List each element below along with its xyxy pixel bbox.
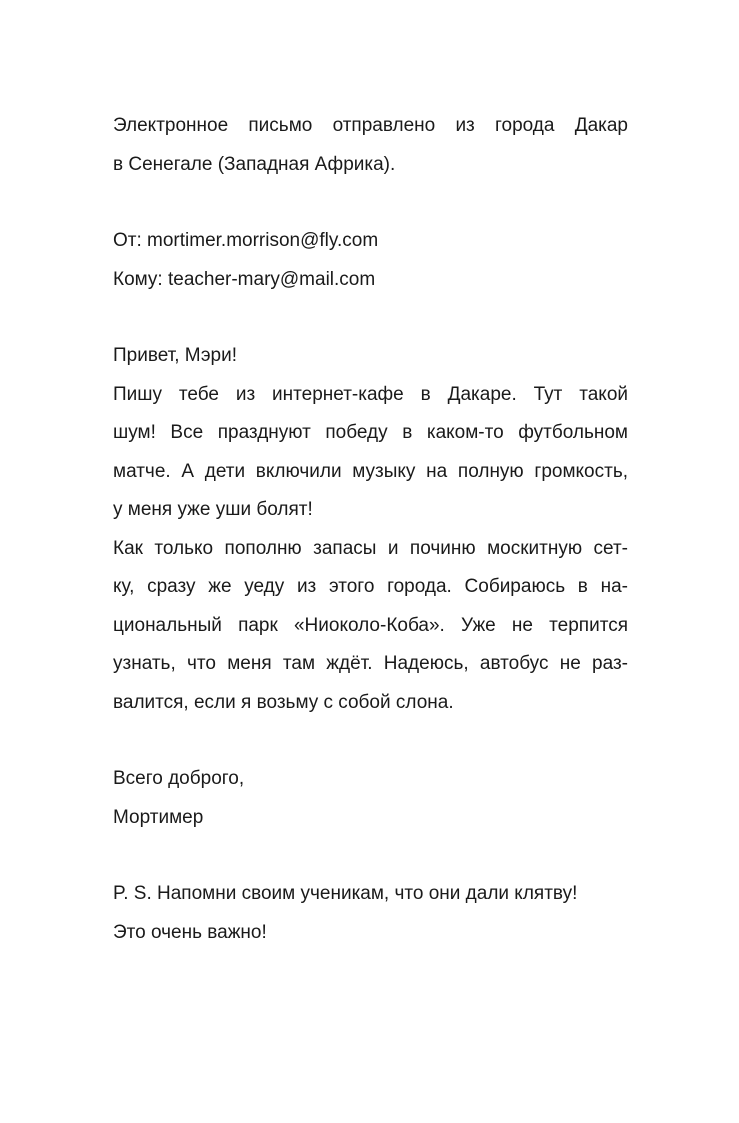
body-line: циональный парк «Ниоколо-Коба». Уже не терпится (113, 614, 628, 636)
email-header (113, 222, 628, 299)
email-body (113, 337, 628, 722)
postscript-line-1: P. S. Напомни своим ученикам, что они дали клятву! (113, 883, 578, 904)
spacer (113, 837, 628, 875)
body-line: шум! Все празднуют победу в каком-то футбольном (113, 422, 628, 443)
to-field: Кому: teacher-mary@mail.com (113, 268, 376, 290)
intro-note (113, 107, 628, 184)
body-line: валится, если я возьму с собой слона. (113, 691, 454, 713)
signature-name: Мортимер (113, 806, 204, 828)
spacer (113, 299, 628, 337)
greeting: Привет, Мэри! (113, 345, 238, 366)
postscript-line-2: Это очень важно! (113, 921, 267, 943)
body-line: ку, сразу же уеду из этого города. Собираюсь в на- (113, 576, 628, 597)
body-line: Как только пополню запасы и починю москитную сет- (113, 537, 628, 559)
spacer (113, 184, 628, 222)
signoff (113, 760, 628, 837)
spacer (113, 722, 628, 760)
body-line: матче. А дети включили музыку на полную громкость, (113, 460, 628, 482)
intro-line-2: в Сенегале (Западная Африка). (113, 153, 396, 175)
closing: Всего доброго, (113, 768, 245, 789)
body-line: у меня уже уши болят! (113, 499, 313, 520)
body-line: узнать, что меня там ждёт. Надеюсь, автобус не раз- (113, 653, 628, 674)
letter-page (113, 107, 628, 952)
body-line: Пишу тебе из интернет-кафе в Дакаре. Тут такой (113, 383, 628, 405)
intro-line-1: Электронное письмо отправлено из города Дакар (113, 115, 628, 136)
from-field: От: mortimer.morrison@fly.com (113, 230, 379, 251)
postscript (113, 875, 628, 952)
